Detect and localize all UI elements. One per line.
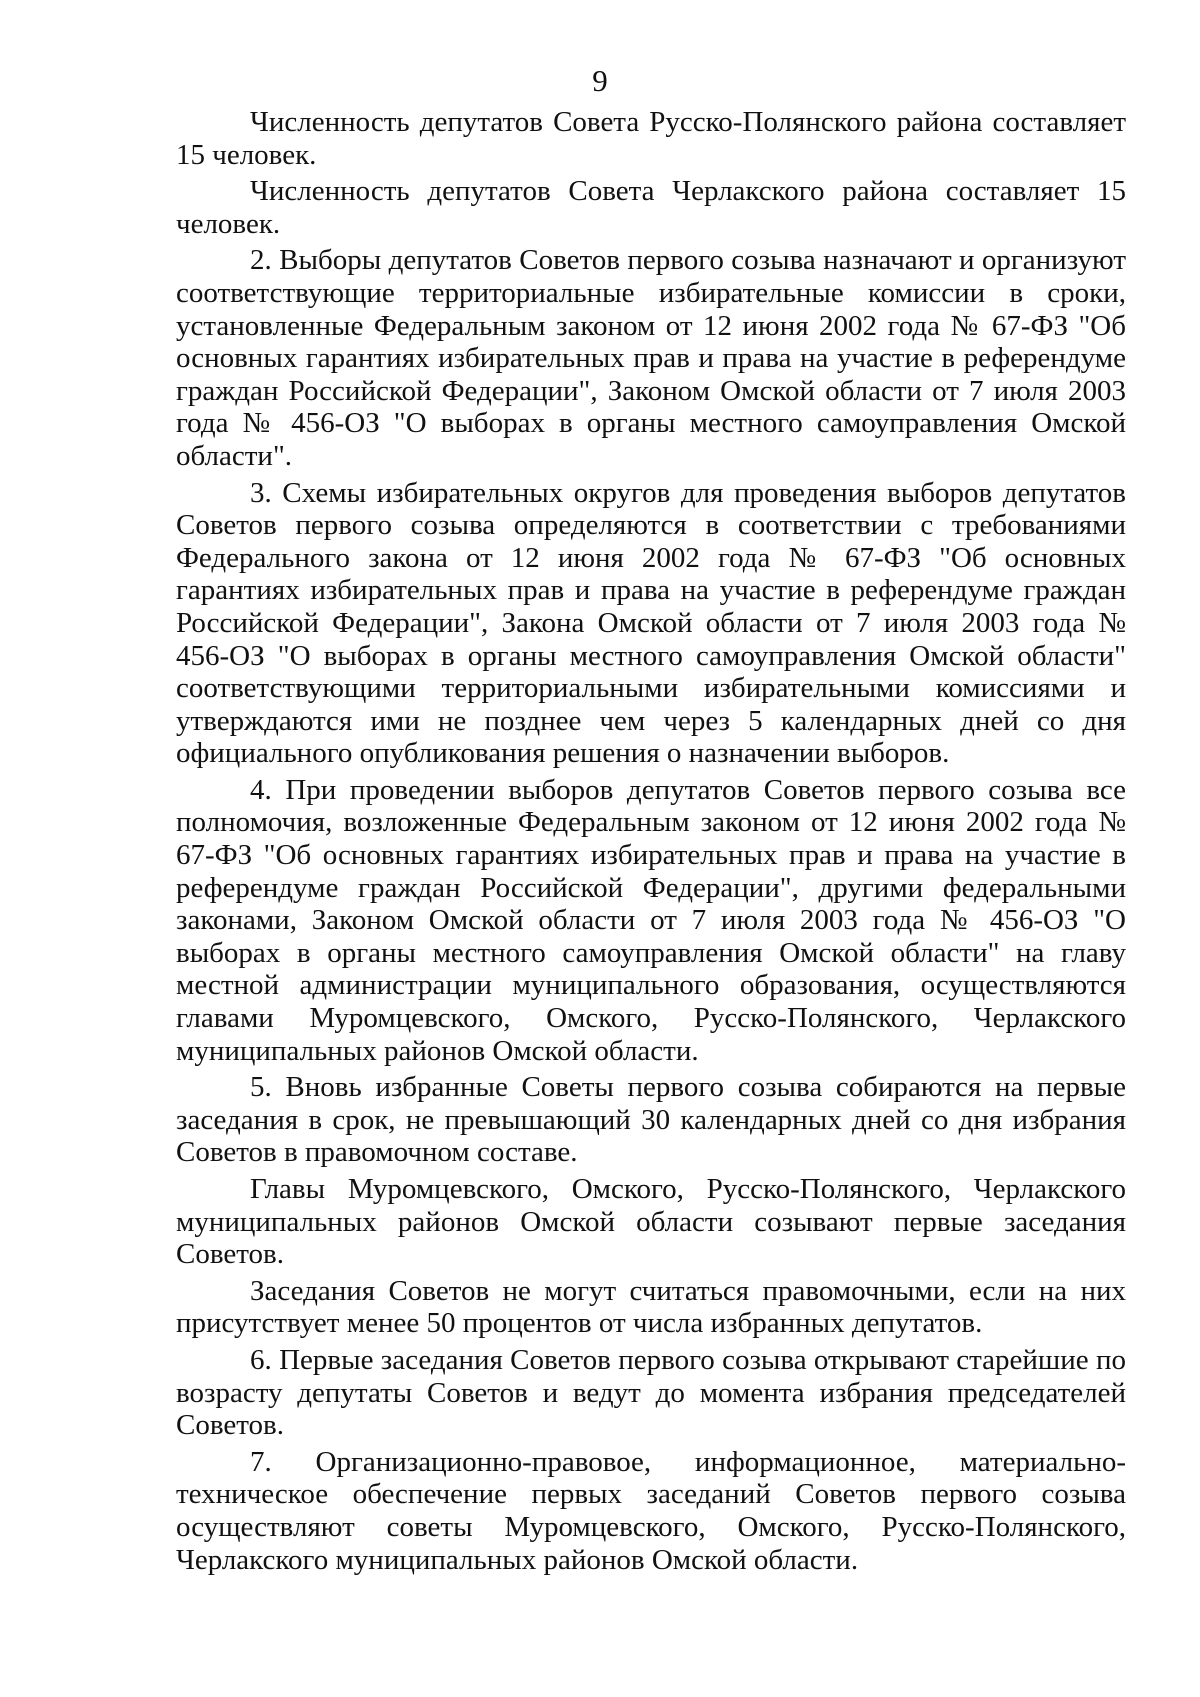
page-number: 9 bbox=[592, 63, 608, 98]
paragraph-quorum: Заседания Советов не могут считаться правомочными, если на них присутствует менее 50 процентов от числа избранных депутатов. bbox=[176, 1274, 1126, 1340]
paragraph-item-7-support: 7. Организационно-правовое, информационное, материально-техническое обеспечение первых заседаний Советов первого созыва осуществляют советы Муромцевского, Омского, Русско-Полянского, Черлакского муниципальных районов Омской области. bbox=[176, 1445, 1126, 1576]
paragraph-item-4-powers: 4. При проведении выборов депутатов Советов первого созыва все полномочия, возложенные Федеральным законом от 12 июня 2002 года № 67-ФЗ "Об основных гарантиях избирательных прав и права на участие в референдуме граждан Российской Федерации", другими федеральными законами, Законом Омской области от 7 июля 2003 года № 456-ОЗ "О выборах в органы местного самоуправления Омской области" на главу местной администрации муниципального образования, осуществляются главами Муромцевского, Омского, Русско-Полянского, Черлакского муниципальных районов Омской области. bbox=[176, 773, 1126, 1067]
paragraph-item-3-district-schemes: 3. Схемы избирательных округов для проведения выборов депутатов Советов первого созыва определяются в соответствии с требованиями Федерального закона от 12 июня 2002 года № 67-ФЗ "Об основных гарантиях избирательных прав и права на участие в референдуме граждан Российской Федерации", Закона Омской области от 7 июля 2003 года № 456-ОЗ "О выборах в органы местного самоуправления Омской области" соответствующими территориальными избирательными комиссиями и утверждаются ими не позднее чем через 5 календарных дней со дня официального опубликования решения о назначении выборов. bbox=[176, 476, 1126, 770]
paragraph-item-5-first-sessions: 5. Вновь избранные Советы первого созыва собираются на первые заседания в срок, не превышающий 30 календарных дней со дня избрания Советов в правомочном составе. bbox=[176, 1071, 1126, 1169]
paragraph-item-2-elections: 2. Выборы депутатов Советов первого созыва назначают и организуют соответствующие территориальные избирательные комиссии в сроки, установленные Федеральным законом от 12 июня 2002 года № 67-ФЗ "Об основных гарантиях избирательных прав и права на участие в референдуме граждан Российской Федерации", Законом Омской области от 7 июля 2003 года № 456-ОЗ "О выборах в органы местного самоуправления Омской области". bbox=[176, 244, 1126, 472]
paragraph-item-6-eldest-deputies: 6. Первые заседания Советов первого созыва открывают старейшие по возрасту депутаты Советов и ведут до момента избрания председателей Советов. bbox=[176, 1343, 1126, 1442]
paragraph-heads-convene: Главы Муромцевского, Омского, Русско-Полянского, Черлакского муниципальных районов Омской области созывают первые заседания Советов. bbox=[176, 1173, 1126, 1271]
paragraph-deputies-russko-polyansky: Численность депутатов Совета Русско-Полянского района составляет 15 человек. bbox=[176, 106, 1126, 171]
document-body bbox=[176, 106, 1126, 1580]
paragraph-deputies-cherlaksky: Численность депутатов Совета Черлакского района составляет 15 человек. bbox=[176, 175, 1126, 240]
